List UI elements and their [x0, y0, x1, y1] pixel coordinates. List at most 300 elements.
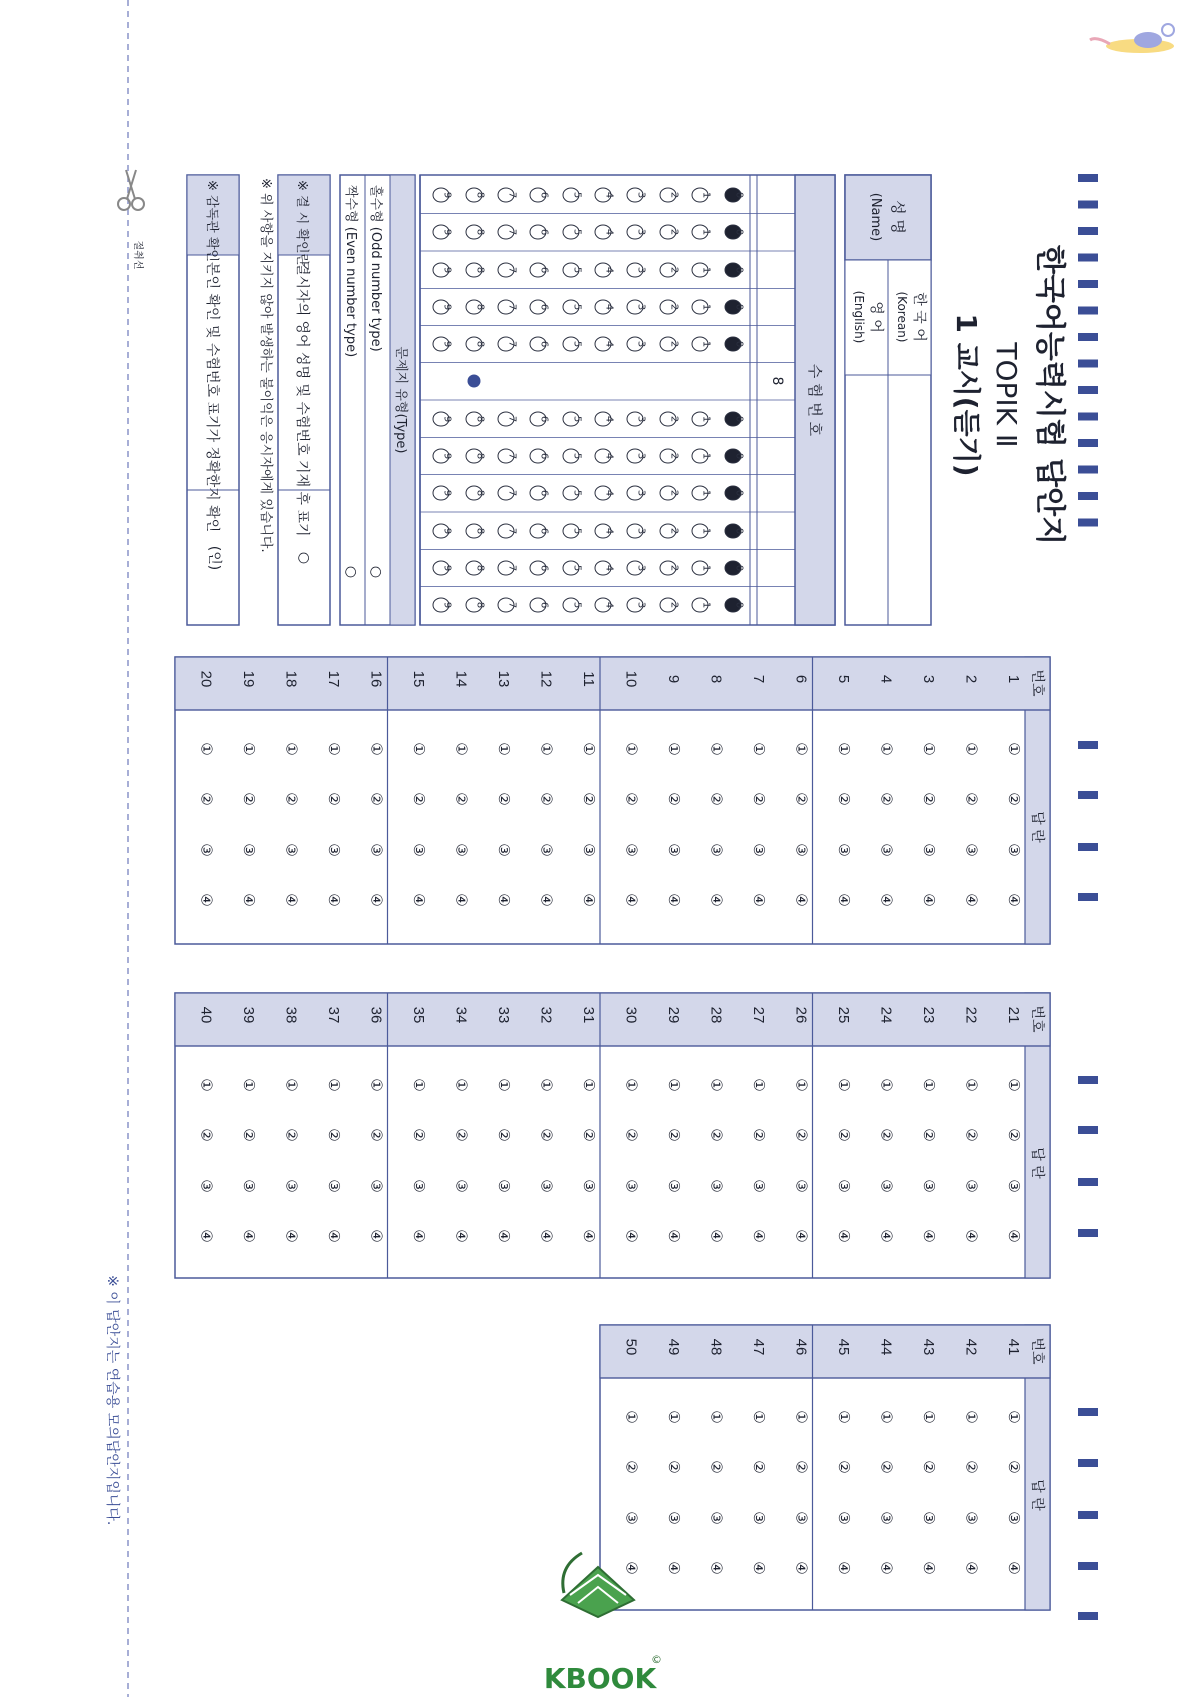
- answer-bubble[interactable]: ②: [622, 1128, 641, 1142]
- exam-number-digit: 3: [635, 564, 647, 572]
- type-header: 문제지 유형(Type): [393, 346, 408, 454]
- exam-number-digit: 7: [506, 527, 518, 535]
- answer-bubble[interactable]: ③: [707, 843, 726, 857]
- answer-bubble[interactable]: ④: [1004, 1229, 1023, 1243]
- type-odd-label: 홀수형 (Odd number type): [368, 185, 383, 352]
- answer-bubble[interactable]: ①: [834, 742, 853, 756]
- name-box: [845, 175, 931, 625]
- question-number: 38: [282, 1006, 300, 1024]
- answer-bubble[interactable]: ②: [962, 1128, 981, 1142]
- answer-bubble[interactable]: ②: [622, 792, 641, 806]
- answer-bubble[interactable]: ②: [537, 792, 556, 806]
- answer-bubble[interactable]: ④: [537, 893, 556, 907]
- answer-bubble[interactable]: ④: [792, 1561, 811, 1575]
- answer-bubble[interactable]: ④: [962, 1229, 981, 1243]
- answer-bubble[interactable]: ②: [452, 1128, 471, 1142]
- answer-bubble[interactable]: ②: [749, 792, 768, 806]
- answer-bubble[interactable]: ③: [282, 1179, 301, 1193]
- answer-bubble[interactable]: ③: [664, 1179, 683, 1193]
- timing-mark: [1078, 386, 1098, 394]
- exam-number-digit: 1: [700, 191, 712, 199]
- answer-bubble[interactable]: ①: [877, 1078, 896, 1092]
- answer-bubble[interactable]: ①: [622, 1410, 641, 1424]
- exam-number-header: 수 험 번 호: [806, 363, 824, 437]
- answer-bubble[interactable]: ①: [792, 742, 811, 756]
- answer-bubble[interactable]: ③: [834, 843, 853, 857]
- exam-number-digit: 2: [668, 228, 680, 236]
- exam-number-digit: 3: [635, 452, 647, 460]
- answer-bubble[interactable]: ④: [239, 1229, 258, 1243]
- answer-bubble[interactable]: ①: [919, 1410, 938, 1424]
- answer-bubble[interactable]: ③: [707, 1179, 726, 1193]
- answer-bubble[interactable]: ②: [664, 792, 683, 806]
- answer-bubble[interactable]: ③: [537, 843, 556, 857]
- answer-bubble[interactable]: ①: [834, 1078, 853, 1092]
- timing-mark: [1078, 1459, 1098, 1467]
- answer-bubble[interactable]: ②: [239, 1128, 258, 1142]
- answer-bubble[interactable]: ④: [452, 1229, 471, 1243]
- answer-bubble[interactable]: ①: [409, 1078, 428, 1092]
- answer-bubble[interactable]: ②: [1004, 1128, 1023, 1142]
- answer-bubble[interactable]: ③: [367, 1179, 386, 1193]
- answer-block: [600, 1325, 1050, 1610]
- exam-number-grid: [420, 175, 835, 625]
- answer-bubble[interactable]: ①: [239, 1078, 258, 1092]
- answer-bubble[interactable]: ①: [707, 742, 726, 756]
- answer-bubble[interactable]: ③: [962, 843, 981, 857]
- answer-bubble[interactable]: ①: [962, 742, 981, 756]
- answer-block: [175, 993, 1050, 1278]
- exam-number-digit: 4: [603, 303, 615, 311]
- exam-number-digit: 5: [571, 340, 583, 348]
- exam-number-digit: 6: [538, 489, 550, 497]
- exam-number-digit: 6: [538, 266, 550, 274]
- question-number: 12: [537, 670, 555, 688]
- answer-bubble[interactable]: ③: [834, 1511, 853, 1525]
- answer-bubble[interactable]: ②: [792, 1128, 811, 1142]
- answer-bubble[interactable]: ③: [622, 1179, 641, 1193]
- answer-bubble[interactable]: ②: [579, 1128, 598, 1142]
- answer-bubble[interactable]: ①: [282, 742, 301, 756]
- question-number: 50: [622, 1338, 640, 1356]
- answer-bubble[interactable]: ②: [919, 1460, 938, 1474]
- answer-bubble[interactable]: ④: [537, 1229, 556, 1243]
- answer-bubble[interactable]: ①: [877, 742, 896, 756]
- exam-number-digit: 3: [635, 527, 647, 535]
- answer-bubble[interactable]: ③: [877, 1511, 896, 1525]
- exam-number-digit: 3: [635, 415, 647, 423]
- absence-bubble[interactable]: ○: [296, 551, 312, 565]
- answer-bubble[interactable]: ③: [324, 843, 343, 857]
- answer-bubble[interactable]: ②: [452, 792, 471, 806]
- answer-bubble[interactable]: ②: [877, 1128, 896, 1142]
- answer-bubble[interactable]: ①: [877, 1410, 896, 1424]
- answer-bubble[interactable]: ④: [834, 1561, 853, 1575]
- answer-bubble[interactable]: ③: [409, 1179, 428, 1193]
- answer-bubble[interactable]: ④: [707, 1229, 726, 1243]
- question-number: 6: [792, 674, 810, 684]
- answer-bubble[interactable]: ③: [409, 843, 428, 857]
- timing-mark: [1078, 791, 1098, 799]
- exam-number-digit: 8: [474, 527, 486, 535]
- answer-bubble[interactable]: ①: [367, 742, 386, 756]
- answer-bubble[interactable]: ④: [324, 1229, 343, 1243]
- answer-bubble[interactable]: ①: [919, 742, 938, 756]
- answer-bubble[interactable]: ②: [962, 792, 981, 806]
- answer-bubble[interactable]: ①: [409, 742, 428, 756]
- exam-number-digit: 1: [700, 266, 712, 274]
- answer-bubble[interactable]: ③: [962, 1179, 981, 1193]
- answer-bubble[interactable]: ④: [707, 1561, 726, 1575]
- answer-number-header: 번호: [1029, 669, 1045, 697]
- answer-bubble[interactable]: ③: [239, 843, 258, 857]
- question-number: 37: [324, 1006, 342, 1024]
- exam-number-digit: 1: [700, 228, 712, 236]
- answer-bubble[interactable]: ②: [197, 792, 216, 806]
- answer-bubble[interactable]: ②: [962, 1460, 981, 1474]
- exam-number-digit: 5: [571, 601, 583, 609]
- answer-bubble[interactable]: ③: [749, 1179, 768, 1193]
- answer-bubble[interactable]: ③: [792, 1179, 811, 1193]
- answer-bubble[interactable]: ①: [962, 1410, 981, 1424]
- answer-bubble[interactable]: ②: [707, 1128, 726, 1142]
- answer-bubble[interactable]: ①: [664, 1078, 683, 1092]
- answer-bubble[interactable]: ③: [579, 843, 598, 857]
- answer-bubble[interactable]: ①: [579, 1078, 598, 1092]
- exam-number-digit: 7: [506, 564, 518, 572]
- answer-bubble[interactable]: ②: [749, 1128, 768, 1142]
- answer-bubble[interactable]: ②: [239, 792, 258, 806]
- question-number: 4: [877, 674, 895, 684]
- answer-bubble[interactable]: ④: [324, 893, 343, 907]
- answer-bubble[interactable]: ②: [324, 1128, 343, 1142]
- answer-bubble[interactable]: ①: [792, 1078, 811, 1092]
- answer-bubble[interactable]: ④: [1004, 1561, 1023, 1575]
- exam-number-digit: 0: [733, 415, 745, 423]
- answer-bubble[interactable]: ①: [239, 742, 258, 756]
- question-number: 41: [1004, 1338, 1022, 1356]
- answer-bubble[interactable]: ②: [324, 792, 343, 806]
- answer-bubble[interactable]: ③: [494, 1179, 513, 1193]
- timing-mark: [1078, 466, 1098, 474]
- answer-bubble[interactable]: ②: [834, 1128, 853, 1142]
- answer-bubble[interactable]: ①: [749, 742, 768, 756]
- answer-bubble[interactable]: ③: [1004, 1511, 1023, 1525]
- answer-bubble[interactable]: ③: [622, 843, 641, 857]
- answer-bubble[interactable]: ②: [409, 792, 428, 806]
- exam-number-digit: 8: [474, 452, 486, 460]
- question-number: 42: [962, 1338, 980, 1356]
- answer-bubble[interactable]: ④: [834, 1229, 853, 1243]
- question-number: 43: [919, 1338, 937, 1356]
- answer-bubble[interactable]: ③: [749, 1511, 768, 1525]
- exam-number-digit: 9: [441, 415, 453, 423]
- name-label-en: (Name): [868, 192, 883, 242]
- answer-bubble[interactable]: ④: [282, 1229, 301, 1243]
- answer-bubble[interactable]: ①: [707, 1410, 726, 1424]
- answer-bubble[interactable]: ②: [664, 1128, 683, 1142]
- answer-bubble[interactable]: ②: [409, 1128, 428, 1142]
- answer-bubble[interactable]: ①: [494, 742, 513, 756]
- answer-bubble[interactable]: ④: [749, 1561, 768, 1575]
- exam-number-digit: 1: [700, 340, 712, 348]
- answer-bubble[interactable]: ②: [919, 792, 938, 806]
- answer-bubble[interactable]: ④: [877, 1229, 896, 1243]
- exam-number-digit: 8: [474, 266, 486, 274]
- answer-bubble[interactable]: ③: [1004, 843, 1023, 857]
- answer-bubble[interactable]: ③: [452, 1179, 471, 1193]
- answer-bubble[interactable]: ③: [197, 843, 216, 857]
- question-number: 26: [792, 1006, 810, 1024]
- question-number: 22: [962, 1006, 980, 1024]
- answer-bubble[interactable]: ②: [664, 1460, 683, 1474]
- answer-bubble[interactable]: ④: [919, 893, 938, 907]
- answer-bubble[interactable]: ①: [749, 1078, 768, 1092]
- answer-bubble[interactable]: ②: [537, 1128, 556, 1142]
- answer-bubble[interactable]: ②: [367, 792, 386, 806]
- answer-bubble[interactable]: ③: [877, 843, 896, 857]
- answer-bubble[interactable]: ②: [1004, 1460, 1023, 1474]
- answer-bubble[interactable]: ②: [622, 1460, 641, 1474]
- answer-bubble[interactable]: ④: [282, 893, 301, 907]
- answer-bubble[interactable]: ①: [579, 742, 598, 756]
- exam-number-digit: 9: [441, 527, 453, 535]
- answer-bubble[interactable]: ④: [919, 1229, 938, 1243]
- answer-bubble[interactable]: ④: [239, 893, 258, 907]
- answer-bubble[interactable]: ①: [707, 1078, 726, 1092]
- cut-line-label: 절취선: [132, 240, 143, 270]
- timing-mark: [1078, 1126, 1098, 1134]
- answer-bubble[interactable]: ③: [494, 843, 513, 857]
- answer-bubble[interactable]: ③: [579, 1179, 598, 1193]
- type-even-bubble[interactable]: ○: [343, 565, 359, 579]
- timing-mark: [1078, 741, 1098, 749]
- answer-bubble[interactable]: ④: [622, 893, 641, 907]
- exam-number-digit: 4: [603, 415, 615, 423]
- answer-bubble[interactable]: ②: [919, 1128, 938, 1142]
- exam-number-digit: 5: [571, 228, 583, 236]
- exam-number-digit: 8: [474, 340, 486, 348]
- answer-bubble[interactable]: ④: [749, 893, 768, 907]
- answer-bubble[interactable]: ①: [494, 1078, 513, 1092]
- answer-bubble[interactable]: ③: [367, 843, 386, 857]
- answer-bubble[interactable]: ③: [919, 1179, 938, 1193]
- answer-bubble[interactable]: ②: [749, 1460, 768, 1474]
- answer-bubble[interactable]: ①: [282, 1078, 301, 1092]
- answer-bubble[interactable]: ④: [962, 893, 981, 907]
- answer-bubble[interactable]: ④: [367, 1229, 386, 1243]
- answer-bubble[interactable]: ②: [792, 792, 811, 806]
- answer-bubble[interactable]: ④: [409, 1229, 428, 1243]
- question-number: 33: [494, 1006, 512, 1024]
- answer-bubble[interactable]: ④: [792, 1229, 811, 1243]
- korean-label: 한 국 어: [911, 292, 927, 342]
- answer-bubble[interactable]: ②: [877, 792, 896, 806]
- answer-bubble[interactable]: ①: [367, 1078, 386, 1092]
- answer-bubble[interactable]: ①: [962, 1078, 981, 1092]
- answer-bubble[interactable]: ①: [1004, 1078, 1023, 1092]
- question-number: 30: [622, 1006, 640, 1024]
- exam-number-digit: 9: [441, 266, 453, 274]
- answer-bubble[interactable]: ②: [707, 792, 726, 806]
- answer-bubble[interactable]: ④: [197, 893, 216, 907]
- answer-bubble[interactable]: ①: [1004, 1410, 1023, 1424]
- answer-bubble[interactable]: ③: [282, 843, 301, 857]
- answer-bubble[interactable]: ④: [834, 893, 853, 907]
- exam-number-digit: 7: [506, 452, 518, 460]
- answer-bubble[interactable]: ①: [834, 1410, 853, 1424]
- answer-bubble[interactable]: ①: [324, 742, 343, 756]
- answer-bubble[interactable]: ③: [919, 843, 938, 857]
- question-number: 25: [834, 1006, 852, 1024]
- answer-bubble[interactable]: ①: [622, 742, 641, 756]
- answer-bubble[interactable]: ④: [877, 893, 896, 907]
- answer-bubble[interactable]: ①: [1004, 742, 1023, 756]
- answer-bubble[interactable]: ④: [664, 893, 683, 907]
- exam-number-digit: 9: [441, 601, 453, 609]
- english-label: 영 어: [868, 301, 884, 333]
- answer-bubble[interactable]: ②: [834, 792, 853, 806]
- answer-bubble[interactable]: ③: [962, 1511, 981, 1525]
- exam-number-digit: 5: [571, 303, 583, 311]
- answer-bubble[interactable]: ②: [1004, 792, 1023, 806]
- answer-bubble[interactable]: ③: [537, 1179, 556, 1193]
- answer-bubble[interactable]: ②: [367, 1128, 386, 1142]
- exam-number-digit: 9: [441, 564, 453, 572]
- answer-bubble[interactable]: ①: [664, 1410, 683, 1424]
- answer-bubble[interactable]: ③: [792, 843, 811, 857]
- answer-bubble[interactable]: ③: [452, 843, 471, 857]
- question-number: 1: [1004, 674, 1022, 684]
- exam-number-digit: 9: [441, 340, 453, 348]
- answer-bubble[interactable]: ③: [792, 1511, 811, 1525]
- answer-bubble[interactable]: ①: [197, 742, 216, 756]
- answer-bubble[interactable]: ①: [537, 1078, 556, 1092]
- answer-bubble[interactable]: ④: [197, 1229, 216, 1243]
- exam-number-digit: 7: [506, 489, 518, 497]
- answer-bubble[interactable]: ①: [664, 742, 683, 756]
- timing-mark: [1078, 1511, 1098, 1519]
- answer-bubble[interactable]: ④: [877, 1561, 896, 1575]
- answer-bubble[interactable]: ②: [197, 1128, 216, 1142]
- proctor-text: 본인 확인 및 수험번호 표기가 정확한지 확인: [204, 262, 220, 533]
- answer-bubble[interactable]: ①: [452, 742, 471, 756]
- exam-number-digit: 1: [700, 303, 712, 311]
- answer-bubble[interactable]: ③: [877, 1179, 896, 1193]
- answer-bubble[interactable]: ①: [537, 742, 556, 756]
- exam-number-digit: 1: [700, 564, 712, 572]
- exam-number-digit: 0: [733, 564, 745, 572]
- exam-number-digit: 4: [603, 564, 615, 572]
- korean-name-field[interactable]: [889, 376, 930, 624]
- exam-number-digit: 3: [635, 601, 647, 609]
- answer-bubble[interactable]: ④: [494, 893, 513, 907]
- answer-bubble[interactable]: ④: [367, 893, 386, 907]
- answer-bubble[interactable]: ④: [664, 1561, 683, 1575]
- answer-bubble[interactable]: ④: [579, 893, 598, 907]
- answer-bubble[interactable]: ②: [494, 1128, 513, 1142]
- answer-bubble[interactable]: ③: [919, 1511, 938, 1525]
- question-number: 8: [707, 674, 725, 684]
- answer-bubble[interactable]: ①: [919, 1078, 938, 1092]
- exam-number-digit: 6: [538, 601, 550, 609]
- answer-bubble[interactable]: ④: [749, 1229, 768, 1243]
- exam-number-digit: 4: [603, 601, 615, 609]
- exam-number-digit: 5: [571, 564, 583, 572]
- english-label-en: (English): [852, 290, 866, 344]
- exam-number-digit: 9: [441, 452, 453, 460]
- answer-bubble[interactable]: ④: [622, 1229, 641, 1243]
- question-number: 35: [409, 1006, 427, 1024]
- answer-bubble[interactable]: ①: [749, 1410, 768, 1424]
- answer-bubble[interactable]: ②: [792, 1460, 811, 1474]
- exam-number-filled-bubble[interactable]: [468, 375, 481, 388]
- answer-bubble[interactable]: ③: [324, 1179, 343, 1193]
- english-name-field[interactable]: [846, 376, 887, 624]
- answer-bubble[interactable]: ②: [834, 1460, 853, 1474]
- answer-bubble[interactable]: ③: [1004, 1179, 1023, 1193]
- answer-bubble[interactable]: ④: [579, 1229, 598, 1243]
- answer-bubble[interactable]: ③: [239, 1179, 258, 1193]
- answer-bubble[interactable]: ①: [452, 1078, 471, 1092]
- answer-bubble[interactable]: ④: [1004, 893, 1023, 907]
- answer-options-header: 답 란: [1029, 1479, 1045, 1511]
- answer-bubble[interactable]: ②: [877, 1460, 896, 1474]
- answer-bubble[interactable]: ②: [282, 792, 301, 806]
- answer-bubble[interactable]: ①: [197, 1078, 216, 1092]
- answer-bubble[interactable]: ④: [622, 1561, 641, 1575]
- answer-bubble[interactable]: ③: [834, 1179, 853, 1193]
- footer-note: ※ 이 답안지는 연습용 모의답안지입니다.: [104, 1275, 120, 1526]
- answer-bubble[interactable]: ②: [282, 1128, 301, 1142]
- answer-area: [175, 657, 1050, 1610]
- exam-number-digit: 6: [538, 191, 550, 199]
- answer-bubble[interactable]: ④: [409, 893, 428, 907]
- answer-bubble[interactable]: ②: [707, 1460, 726, 1474]
- answer-number-header: 번호: [1029, 1005, 1045, 1033]
- answer-bubble[interactable]: ①: [792, 1410, 811, 1424]
- answer-bubble[interactable]: ④: [664, 1229, 683, 1243]
- answer-bubble[interactable]: ③: [707, 1511, 726, 1525]
- answer-bubble[interactable]: ④: [962, 1561, 981, 1575]
- answer-bubble[interactable]: ①: [622, 1078, 641, 1092]
- question-number: 49: [664, 1338, 682, 1356]
- answer-bubble[interactable]: ③: [622, 1511, 641, 1525]
- answer-bubble[interactable]: ④: [494, 1229, 513, 1243]
- answer-bubble[interactable]: ②: [579, 792, 598, 806]
- exam-number-digit: 6: [538, 228, 550, 236]
- answer-bubble[interactable]: ④: [792, 893, 811, 907]
- answer-bubble[interactable]: ③: [197, 1179, 216, 1193]
- answer-bubble[interactable]: ③: [749, 843, 768, 857]
- answer-bubble[interactable]: ③: [664, 1511, 683, 1525]
- answer-bubble[interactable]: ④: [707, 893, 726, 907]
- notice-text: ※ 위 사항을 지키지 않아 발생하는 불이익은 응시자에게 있습니다.: [258, 178, 273, 553]
- answer-bubble[interactable]: ②: [494, 792, 513, 806]
- exam-number-digit: 5: [571, 489, 583, 497]
- answer-bubble[interactable]: ①: [324, 1078, 343, 1092]
- answer-bubble[interactable]: ④: [452, 893, 471, 907]
- proctor-label: ※ 감독관 확인: [204, 180, 219, 262]
- exam-number-digit: 7: [506, 228, 518, 236]
- timing-marks: [1078, 174, 1098, 1620]
- type-odd-bubble[interactable]: ○: [368, 565, 384, 579]
- exam-number-digit: 0: [733, 303, 745, 311]
- answer-bubble[interactable]: ③: [664, 843, 683, 857]
- question-number: 45: [834, 1338, 852, 1356]
- answer-bubble[interactable]: ④: [919, 1561, 938, 1575]
- question-number: 3: [919, 674, 937, 684]
